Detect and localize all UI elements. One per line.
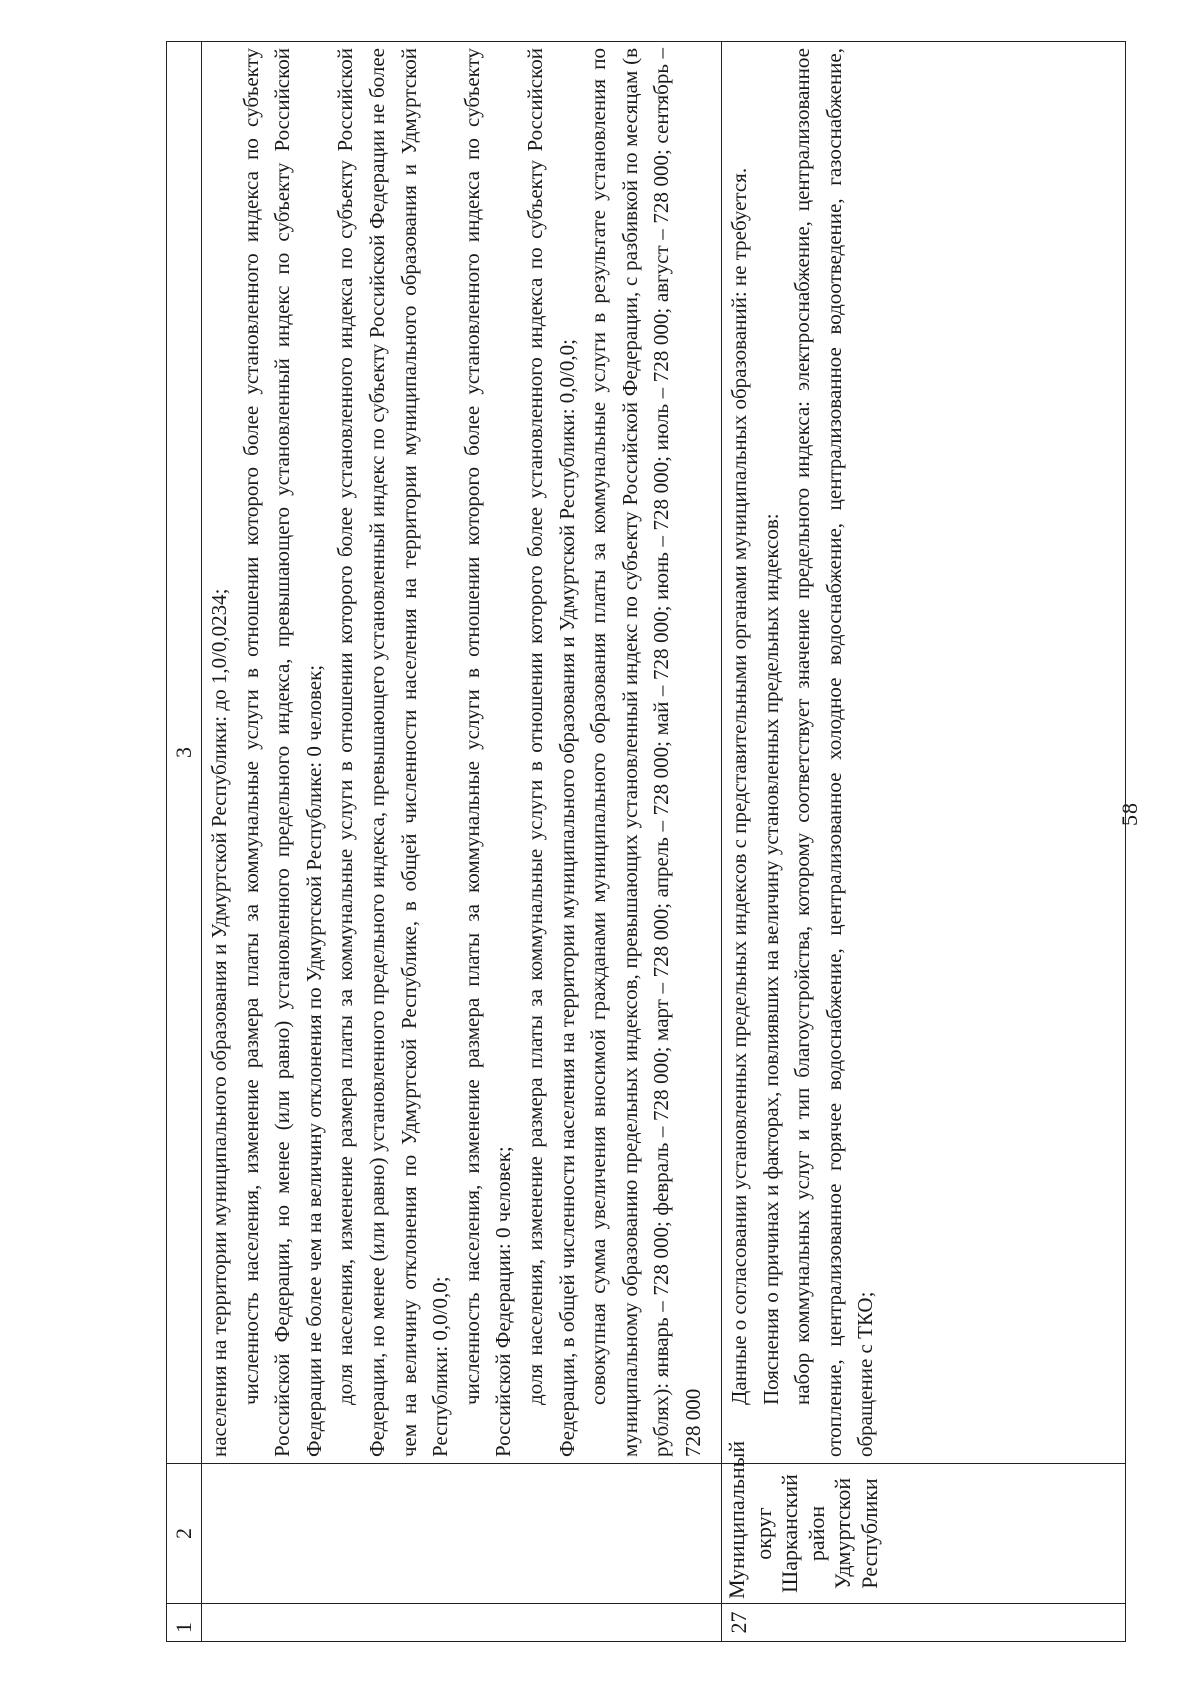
row-cont-paragraph-5: доля населения, изменение размера платы за коммунальные услуги в отношении которого более установленного индекса по субъекту Российской Федерации, в общей численности населения на территории муниципального образования и Удмуртской Республики: 0,0/0,0; [522, 48, 579, 1457]
header-col-1: 1 [167, 1604, 202, 1642]
header-col-2: 2 [167, 1464, 202, 1604]
row-27-name-line-5: Республики [856, 1478, 882, 1589]
row-27-paragraph-2: Пояснения о причинах и факторах, повлиявших на величину установленных предельных индексов: [758, 513, 783, 1405]
document-sheet [166, 42, 1126, 1642]
row-27-paragraph-3: набор коммунальных услуг и тип благоустройства, которому соответствует значение предельного индекса: электроснабжение, централизованное отопление, централизованное горячее водоснабжение, централизованное холодное водоснабжение, централизованное водоотведение, газоснабжение, обращение с ТКО; [790, 48, 878, 1457]
row-27-name-line-2: округ [750, 1507, 776, 1560]
row-cont-number [202, 1604, 722, 1642]
table-header-row [167, 42, 202, 1642]
row-27-name-line-1: Муниципальный [724, 1440, 749, 1599]
row-27-paragraph-1: Данные о согласовании установленных предельных индексов с представительными органами муниципальных образований: не требуется. [727, 167, 751, 1405]
row-27-name-line-3: Шарканский район [777, 1474, 829, 1593]
row-cont-paragraph-3: доля населения, изменение размера платы за коммунальные услуги в отношении которого более установленного индекса по субъекту Российской Федерации, но менее (или равно) установленного предельного индекса, превышающего установленный индекс по субъекту Российской Федерации не более чем на величину отклонения по Удмуртской Республике, в общей численности населения на территории муниципального образования и Удмуртской Республики: 0,0/0,0; [333, 48, 453, 1457]
row-27-number: 27 [722, 1604, 1126, 1642]
table-row-continued [202, 42, 722, 1642]
row-cont-text [202, 42, 722, 1464]
header-col-3: 3 [167, 42, 202, 1464]
page-number: 58 [1117, 802, 1142, 826]
row-cont-paragraph-6: совокупная сумма увеличения вносимой гражданами муниципального образования платы за коммунальные услуги в результате установления по муниципальному образованию предельных индексов, превышающих установленный индекс по субъекту Российской Федерации, с разбивкой по месяцам (в рублях): январь – 728 000; февраль – 728 000; март – 728 000; апрель – 728 000; май – 728 000; июнь – 728 000; июль – 728 000; август – 728 000; сентябрь – 728 000 [586, 48, 705, 1457]
row-27-text [722, 42, 1126, 1464]
row-27-name [722, 1440, 1126, 1604]
row-cont-paragraph-4: численность населения, изменение размера платы за коммунальные услуги в отношении которого более установленного индекса по субъекту Российской Федерации: 0 человек; [459, 48, 516, 1457]
row-cont-paragraph-2: численность населения, изменение размера платы за коммунальные услуги в отношении которого более установленного индекса по субъекту Российской Федерации, но менее (или равно) установленного предельного индекса, превышающего установленный индекс по субъекту Российской Федерации не более чем на величину отклонения по Удмуртской Республике: 0 человек; [238, 48, 326, 1457]
document-table [166, 41, 1126, 1642]
row-cont-name [202, 1464, 722, 1604]
row-27-name-line-4: Удмуртской [830, 1477, 855, 1590]
table-row-27 [722, 42, 1126, 1642]
row-cont-paragraph-1: населения на территории муниципального образования и Удмуртской Республики: до 1,0/0,0234; [207, 588, 231, 1457]
